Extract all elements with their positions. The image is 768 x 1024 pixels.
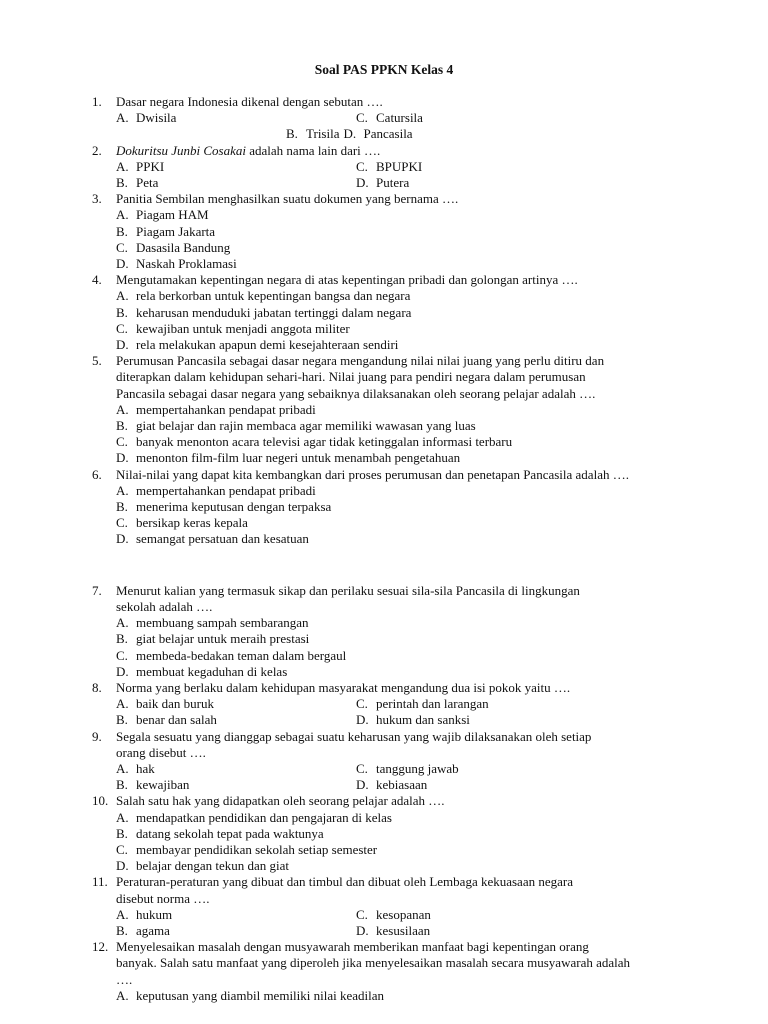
option-b: B. Trisila: [286, 126, 340, 142]
option-d: D. kesusilaan: [356, 922, 431, 938]
option-a: A. PPKI: [116, 158, 165, 174]
option-c: C. membayar pendidikan sekolah setiap semester: [116, 841, 378, 857]
question-number: 10.: [92, 793, 109, 809]
options-list: [96, 615, 716, 680]
question-text-cont: ….: [116, 971, 133, 987]
question-10: [92, 793, 716, 874]
option-a: A. hak: [116, 760, 155, 776]
options-grid: [116, 761, 716, 793]
option-d: D. Pancasila: [343, 126, 413, 142]
question-number: 1.: [92, 94, 102, 109]
option-a: A. hukum: [116, 906, 173, 922]
option-d: D. kebiasaan: [356, 777, 428, 793]
question-number: 11.: [92, 874, 108, 890]
option-c: C. BPUPKI: [356, 158, 423, 174]
question-number: 8.: [92, 679, 102, 695]
option-a: A. mempertahankan pendapat pribadi: [116, 401, 316, 417]
question-text: 5. Perumusan Pancasila sebagai dasar negara mengandung nilai nilai juang yang perlu ditiru dan: [92, 353, 605, 369]
question-text: 2. Dokuritsu Junbi Cosakai adalah nama lain dari ….: [92, 142, 381, 158]
question-8: [92, 679, 716, 729]
question-3: [92, 191, 716, 272]
option-a: A. keputusan yang diambil memiliki nilai keadilan: [116, 987, 385, 1003]
option-b: B. Piagam Jakarta: [116, 223, 216, 239]
question-1: [92, 94, 716, 143]
question-text: 8. Norma yang berlaku dalam kehidupan masyarakat mengandung dua isi pokok yaitu ….: [92, 679, 571, 695]
question-number: 6.: [92, 466, 102, 482]
option-c: C. membeda-bedakan teman dalam bergaul: [116, 647, 347, 663]
question-text-cont: Pancasila sebagai dasar negara yang sebaiknya dilaksanakan oleh seorang pelajar adalah ….: [116, 385, 596, 401]
option-c: C. kewajiban untuk menjadi anggota militer: [116, 320, 350, 336]
option-a: A. membuang sampah sembarangan: [116, 615, 309, 631]
question-text: 9. Segala sesuatu yang dianggap sebagai suatu keharusan yang wajib dilaksanakan oleh setiap: [92, 728, 592, 744]
options-list: [96, 402, 716, 467]
options-list: [96, 288, 716, 353]
option-c: C. Dasasila Bandung: [116, 239, 231, 255]
question-number: 3.: [92, 191, 102, 207]
question-4: [92, 272, 716, 353]
question-number: 7.: [92, 582, 102, 598]
option-b: B. menerima keputusan dengan terpaksa: [116, 499, 332, 515]
option-a: A. rela berkorban untuk kepentingan bangsa dan negara: [116, 288, 411, 304]
option-c: C. tanggung jawab: [356, 760, 459, 776]
option-a: A. baik dan buruk: [116, 696, 214, 712]
option-b: B. Peta: [116, 175, 159, 191]
question-text: 12. Menyelesaikan masalah dengan musyawarah memberikan manfaat bagi kepentingan orang: [92, 939, 589, 955]
question-number: 4.: [92, 272, 102, 288]
option-c: C. Catursila: [356, 110, 423, 126]
question-text: 10. Salah satu hak yang didapatkan oleh seorang pelajar adalah ….: [92, 793, 445, 809]
question-text-cont: banyak. Salah satu manfaat yang diperoleh jika menyelesaikan masalah secara musyawarah adalah: [116, 955, 631, 971]
page-gap: [96, 548, 716, 583]
option-c: C. bersikap keras kepala: [116, 515, 248, 531]
option-b: B. agama: [116, 922, 170, 938]
option-b: B. giat belajar dan rajin membaca agar memiliki wawasan yang luas: [116, 418, 476, 434]
option-b: B. benar dan salah: [116, 712, 217, 728]
option-b: B. keharusan menduduki jabatan tertinggi dalam negara: [116, 304, 412, 320]
question-text: 6. Nilai-nilai yang dapat kita kembangkan dari proses perumusan dan penetapan Pancasila adalah ….: [92, 466, 629, 482]
page-title: Soal PAS PPKN Kelas 4: [314, 62, 454, 77]
question-text: 4. Mengutamakan kepentingan negara di atas kepentingan pribadi dan golongan artinya ….: [92, 272, 578, 288]
options-grid: [116, 907, 716, 939]
question-number: 12.: [92, 939, 109, 955]
option-c: C. kesopanan: [356, 906, 431, 922]
option-a: A. mempertahankan pendapat pribadi: [116, 482, 316, 498]
option-d: D. hukum dan sanksi: [356, 712, 470, 728]
option-d: D. semangat persatuan dan kesatuan: [116, 531, 309, 547]
question-list: [92, 94, 716, 1004]
question-text-cont: diterapkan dalam kehidupan sehari-hari. Nilai juang para pendiri negara dalam perumusan: [116, 369, 586, 385]
options-grid: [116, 159, 716, 191]
option-c: C. perintah dan larangan: [356, 696, 489, 712]
option-a: A. mendapatkan pendidikan dan pengajaran di kelas: [116, 809, 392, 825]
question-9: [92, 728, 716, 794]
question-11: [92, 874, 716, 939]
option-d: D. membuat kegaduhan di kelas: [116, 663, 288, 679]
option-d: D. menonton film-film luar negeri untuk menambah pengetahuan: [116, 450, 461, 466]
question-number: 2.: [92, 142, 102, 158]
question-7: [92, 582, 716, 680]
option-d: D. Putera: [356, 175, 410, 191]
question-number: 5.: [92, 353, 102, 369]
question-text: 3. Panitia Sembilan menghasilkan suatu dokumen yang bernama ….: [92, 191, 459, 207]
option-d: D. belajar dengan tekun dan giat: [116, 858, 290, 874]
question-5: [92, 353, 716, 466]
options-list: [96, 988, 716, 1004]
options-list: [96, 810, 716, 875]
options-list: [96, 207, 716, 272]
question-text-cont: sekolah adalah ….: [116, 598, 213, 614]
question-text: 7. Menurut kalian yang termasuk sikap dan perilaku sesuai sila-sila Pancasila di lingkungan: [92, 582, 580, 598]
options-grid: [116, 110, 716, 126]
option-b: B. giat belajar untuk meraih prestasi: [116, 631, 310, 647]
options-list: [96, 483, 716, 548]
question-6: [92, 466, 716, 548]
question-12: [92, 939, 716, 1004]
option-c: C. banyak menonton acara televisi agar tidak ketinggalan informasi terbaru: [116, 434, 513, 450]
options-grid: [116, 696, 716, 728]
option-b: B. datang sekolah tepat pada waktunya: [116, 825, 324, 841]
question-text: 11. Peraturan-peraturan yang dibuat dan timbul dan dibuat oleh Lembaga kekuasaan negara: [92, 874, 573, 890]
options-row: [116, 126, 716, 142]
option-a: A. Piagam HAM: [116, 207, 209, 223]
question-text: 1. Dasar negara Indonesia dikenal dengan sebutan ….: [92, 94, 383, 109]
question-text-cont: disebut norma ….: [116, 890, 210, 906]
option-b: B. kewajiban: [116, 777, 190, 793]
question-text-cont: orang disebut ….: [116, 744, 206, 760]
option-d: D. Naskah Proklamasi: [116, 256, 237, 272]
option-a: A. Dwisila: [116, 110, 177, 126]
option-d: D. rela melakukan apapun demi kesejahteraan sendiri: [116, 337, 399, 353]
question-number: 9.: [92, 728, 102, 744]
question-2: [92, 142, 716, 192]
